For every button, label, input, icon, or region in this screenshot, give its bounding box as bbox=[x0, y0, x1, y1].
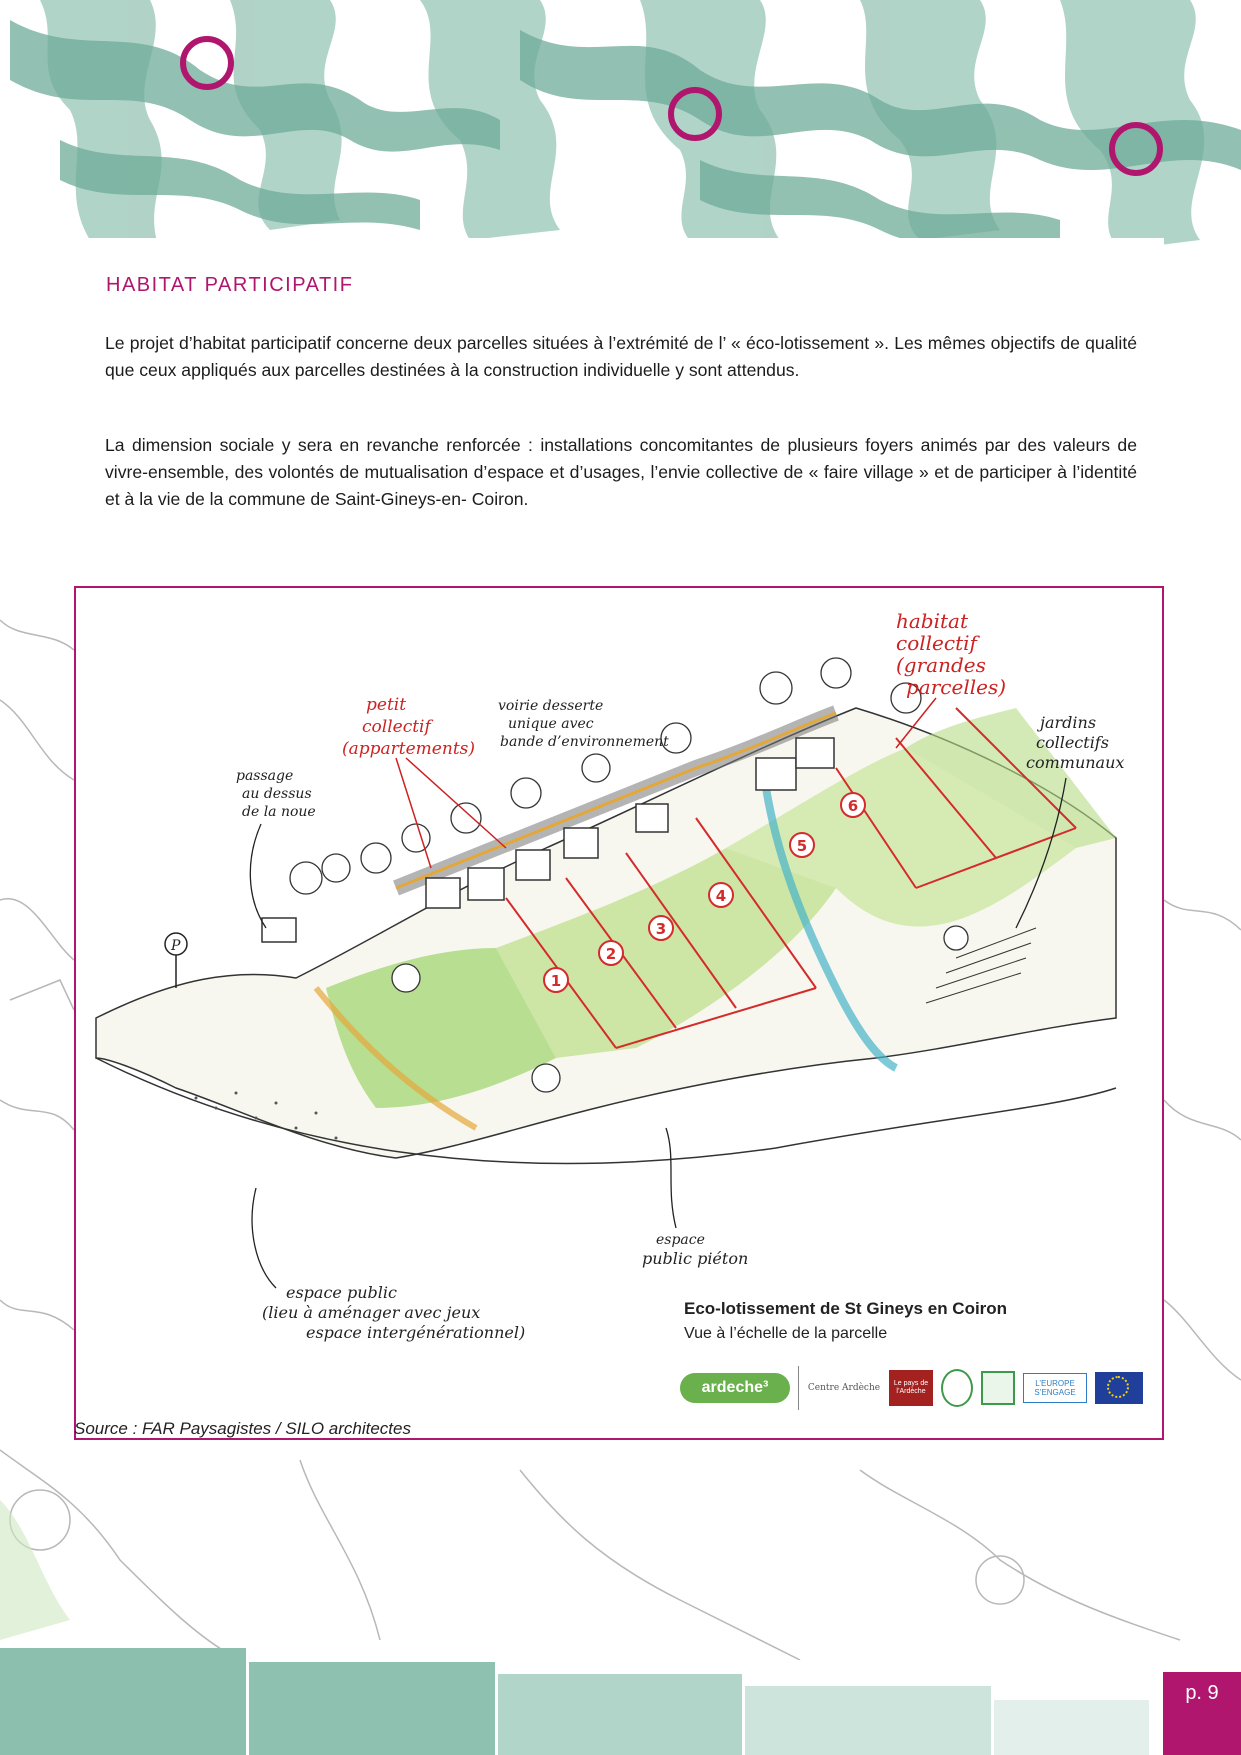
habitat-collectif-label-4: parcelles) bbox=[906, 675, 1007, 699]
voirie-label-1: voirie desserte bbox=[498, 698, 604, 714]
figure-frame bbox=[74, 586, 1164, 1440]
pays-ardeche-logo: Le pays de l’Ardèche bbox=[889, 1370, 933, 1406]
source-credit: Source : FAR Paysagistes / SILO architectes bbox=[74, 1419, 411, 1438]
ardeche-logo: ardeche³ bbox=[680, 1373, 790, 1403]
voirie-label-2: unique avec bbox=[508, 716, 594, 732]
header-foliage-illustration bbox=[0, 0, 1241, 260]
petit-collectif-label-2: collectif bbox=[362, 717, 431, 737]
petit-collectif-label-3: (appartements) bbox=[342, 739, 476, 759]
green-round-logo bbox=[941, 1369, 973, 1407]
figure-caption-title: Eco-lotissement de St Gineys en Coiron bbox=[684, 1299, 1008, 1318]
footer-bar-1 bbox=[0, 1648, 246, 1755]
social-paragraph: La dimension sociale y sera en revanche renforcée : installations concomitantes de plusieurs foyers animés par des valeurs de vivre-ensemble, des volontés de mutualisation d’espace et d’usages, l’envie collective de « faire village » et de participer à l’identité et à la vie de la commune de Saint-Gineys-en- Coiron. bbox=[105, 435, 1137, 509]
footer-bar-4 bbox=[745, 1686, 991, 1755]
espace-pieton-label-1: espace bbox=[656, 1232, 705, 1248]
plot-number-2: 2 bbox=[605, 945, 617, 963]
partner-logos bbox=[680, 1364, 1154, 1412]
plot-number-4: 4 bbox=[715, 887, 727, 905]
espace-public-label-3: espace intergénérationnel) bbox=[306, 1323, 526, 1342]
habitat-collectif-label-1: habitat bbox=[896, 609, 969, 633]
voirie-label-3: bande d’environnement bbox=[500, 734, 669, 750]
footer-bar-5 bbox=[994, 1700, 1149, 1755]
plot-number-6: 6 bbox=[847, 797, 859, 815]
jardins-label-1: jardins bbox=[1040, 713, 1097, 732]
section-heading: HABITAT PARTICIPATIF bbox=[106, 274, 354, 296]
passage-label-3: de la noue bbox=[242, 804, 316, 820]
centre-ardeche-logo: Centre Ardèche bbox=[807, 1383, 881, 1393]
jardins-label-3: communaux bbox=[1026, 753, 1125, 772]
passage-label-2: au dessus bbox=[242, 786, 312, 802]
plot-number-1: 1 bbox=[550, 972, 562, 990]
espace-pieton-label-2: public piéton bbox=[642, 1249, 749, 1268]
footer-bar-3 bbox=[498, 1674, 742, 1755]
habitat-collectif-label-3: (grandes bbox=[896, 653, 986, 677]
habitat-collectif-label-2: collectif bbox=[896, 631, 977, 655]
leader-logo bbox=[981, 1371, 1015, 1405]
plot-number-5: 5 bbox=[796, 837, 808, 855]
espace-public-label-1: espace public bbox=[286, 1283, 397, 1302]
page-number: p. 9 bbox=[1163, 1672, 1241, 1755]
intro-paragraph: Le projet d’habitat participatif concerne deux parcelles situées à l’extrémité de l’ « éco-lotissement ». Les mêmes objectifs de qualité que ceux appliqués aux parcelles destinées à la construction individuelle y sont attendus. bbox=[105, 333, 1137, 380]
espace-public-label-2: (lieu à aménager avec jeux bbox=[262, 1303, 481, 1322]
plot-number-3: 3 bbox=[655, 920, 667, 938]
europe-sengage-logo: L’EUROPE S’ENGAGE bbox=[1023, 1373, 1087, 1403]
parking-label: P bbox=[171, 938, 181, 954]
jardins-label-2: collectifs bbox=[1036, 733, 1109, 752]
passage-label-1: passage bbox=[236, 768, 294, 784]
logo-divider bbox=[798, 1366, 799, 1410]
petit-collectif-label-1: petit bbox=[366, 695, 407, 715]
figure-caption-subtitle: Vue à l’échelle de la parcelle bbox=[684, 1325, 888, 1342]
eu-flag-icon bbox=[1095, 1372, 1143, 1404]
footer-bar-2 bbox=[249, 1662, 495, 1755]
